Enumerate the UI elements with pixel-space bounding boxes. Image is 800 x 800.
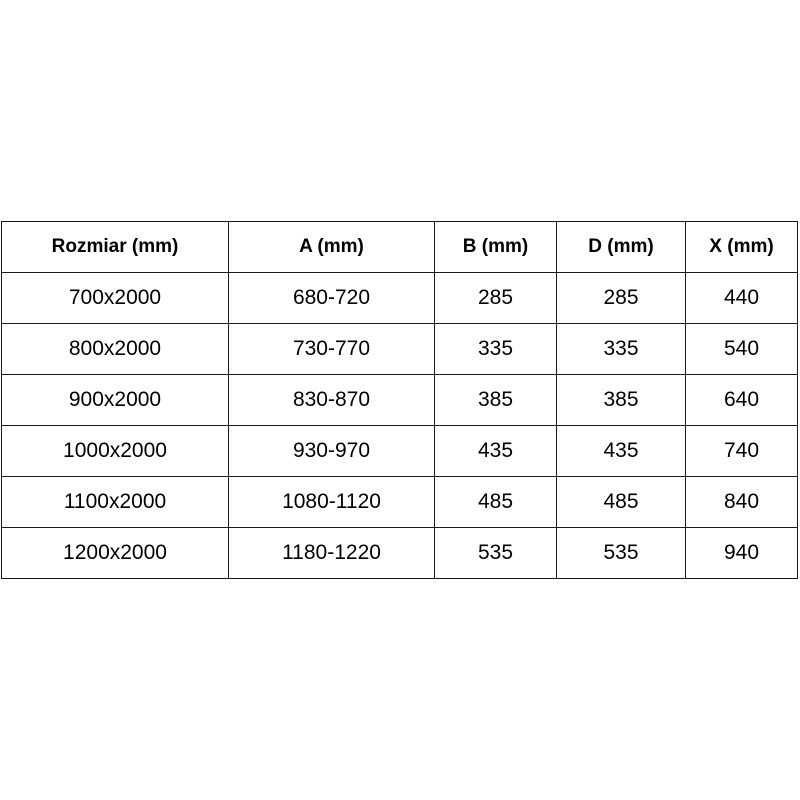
table-cell: 435 bbox=[435, 426, 557, 477]
table-cell: 1100x2000 bbox=[2, 477, 229, 528]
table-cell: 740 bbox=[686, 426, 798, 477]
table-cell: 640 bbox=[686, 375, 798, 426]
table-cell: 285 bbox=[557, 273, 686, 324]
table-cell: 335 bbox=[557, 324, 686, 375]
table-cell: 1180-1220 bbox=[229, 528, 435, 579]
header-d: D (mm) bbox=[557, 222, 686, 273]
table-cell: 485 bbox=[435, 477, 557, 528]
table-cell: 680-720 bbox=[229, 273, 435, 324]
header-x: X (mm) bbox=[686, 222, 798, 273]
table-cell: 435 bbox=[557, 426, 686, 477]
table-cell: 940 bbox=[686, 528, 798, 579]
header-b: B (mm) bbox=[435, 222, 557, 273]
table-cell: 385 bbox=[557, 375, 686, 426]
table-cell: 840 bbox=[686, 477, 798, 528]
table-row bbox=[2, 528, 798, 579]
table-cell: 830-870 bbox=[229, 375, 435, 426]
table-row bbox=[2, 477, 798, 528]
table-cell: 700x2000 bbox=[2, 273, 229, 324]
table-cell: 930-970 bbox=[229, 426, 435, 477]
table-cell: 535 bbox=[435, 528, 557, 579]
table-cell: 1000x2000 bbox=[2, 426, 229, 477]
table-row bbox=[2, 375, 798, 426]
table-cell: 535 bbox=[557, 528, 686, 579]
table-cell: 900x2000 bbox=[2, 375, 229, 426]
table-row bbox=[2, 324, 798, 375]
table-cell: 800x2000 bbox=[2, 324, 229, 375]
table-row bbox=[2, 426, 798, 477]
table-cell: 335 bbox=[435, 324, 557, 375]
header-rozmiar: Rozmiar (mm) bbox=[2, 222, 229, 273]
table-cell: 385 bbox=[435, 375, 557, 426]
table-cell: 440 bbox=[686, 273, 798, 324]
size-spec-table bbox=[1, 221, 798, 579]
header-row bbox=[2, 222, 798, 273]
table-cell: 1200x2000 bbox=[2, 528, 229, 579]
table-cell: 540 bbox=[686, 324, 798, 375]
table-cell: 485 bbox=[557, 477, 686, 528]
table-row bbox=[2, 273, 798, 324]
header-a: A (mm) bbox=[229, 222, 435, 273]
table-cell: 1080-1120 bbox=[229, 477, 435, 528]
table-cell: 285 bbox=[435, 273, 557, 324]
table-cell: 730-770 bbox=[229, 324, 435, 375]
